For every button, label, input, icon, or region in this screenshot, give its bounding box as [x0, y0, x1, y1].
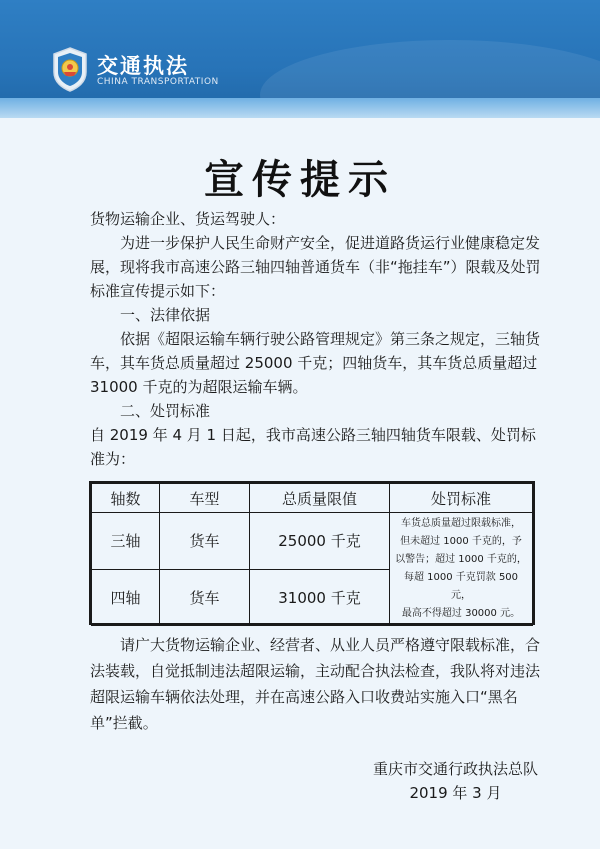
document-body — [90, 207, 546, 471]
row-limit: 31000 千克 — [250, 569, 390, 626]
penalty-line: 车货总质量超过限载标准， — [401, 518, 521, 529]
table-row — [92, 513, 533, 570]
row-axles: 四轴 — [92, 569, 160, 626]
header-banner — [0, 0, 600, 118]
row-vehicle: 货车 — [160, 513, 250, 570]
signature-organization: 重庆市交通行政执法总队 — [372, 760, 538, 778]
section2-intro: 自 2019 年 4 月 1 日起，我市高速公路三轴四轴货车限载、处罚标准为： — [90, 426, 536, 468]
brand-title: 交通执法 — [97, 54, 189, 78]
row-vehicle: 货车 — [160, 569, 250, 626]
penalty-line: 每超 1000 千克罚款 500 元， — [403, 572, 519, 601]
section1-heading: 一、法律依据 — [120, 306, 211, 324]
signature-block — [373, 757, 538, 805]
penalty-table — [91, 483, 533, 626]
row-limit: 25000 千克 — [250, 513, 390, 570]
section2-heading: 二、处罚标准 — [120, 402, 211, 420]
document-title: 宣传提示 — [204, 157, 396, 203]
table-header-vehicle: 车型 — [160, 484, 250, 513]
closing-paragraph: 请广大货物运输企业、经营者、从业人员严格遵守限载标准，合法装载，自觉抵制违法超限运输，主动配合执法检查，我队将对违法超限运输车辆依法处理，并在高速公路入口收费站实施入口“黑名单”拦截。 — [90, 636, 541, 732]
section1-text: 依据《超限运输车辆行驶公路管理规定》第三条之规定，三轴货车，其车货总质量超过 25000 千克；四轴货车，其车货总质量超过 31000 千克的为超限运输车辆。 — [90, 330, 541, 396]
penalty-standard-cell — [390, 513, 533, 626]
salutation: 货物运输企业、货运驾驶人： — [90, 210, 286, 228]
penalty-line: 最高不得超过 30000 元。 — [401, 608, 521, 619]
transport-emblem-icon — [50, 46, 90, 92]
intro-paragraph: 为进一步保护人民生命财产安全，促进道路货运行业健康稳定发展，现将我市高速公路三轴四轴普通货车（非“拖挂车”）限载及处罚标准宣传提示如下： — [90, 234, 541, 300]
header-stripe — [0, 98, 600, 118]
table-header-penalty: 处罚标准 — [390, 484, 533, 513]
penalty-table-frame — [89, 481, 535, 625]
brand-subtitle: CHINA TRANSPORTATION — [97, 77, 219, 87]
table-header-axles: 轴数 — [92, 484, 160, 513]
signature-date: 2019 年 3 月 — [409, 784, 502, 802]
penalty-line: 以警告；超过 1000 千克的， — [395, 554, 527, 565]
row-axles: 三轴 — [92, 513, 160, 570]
table-header-limit: 总质量限值 — [250, 484, 390, 513]
penalty-line: 但未超过 1000 千克的，予 — [400, 536, 522, 547]
table-header-row — [92, 484, 533, 513]
